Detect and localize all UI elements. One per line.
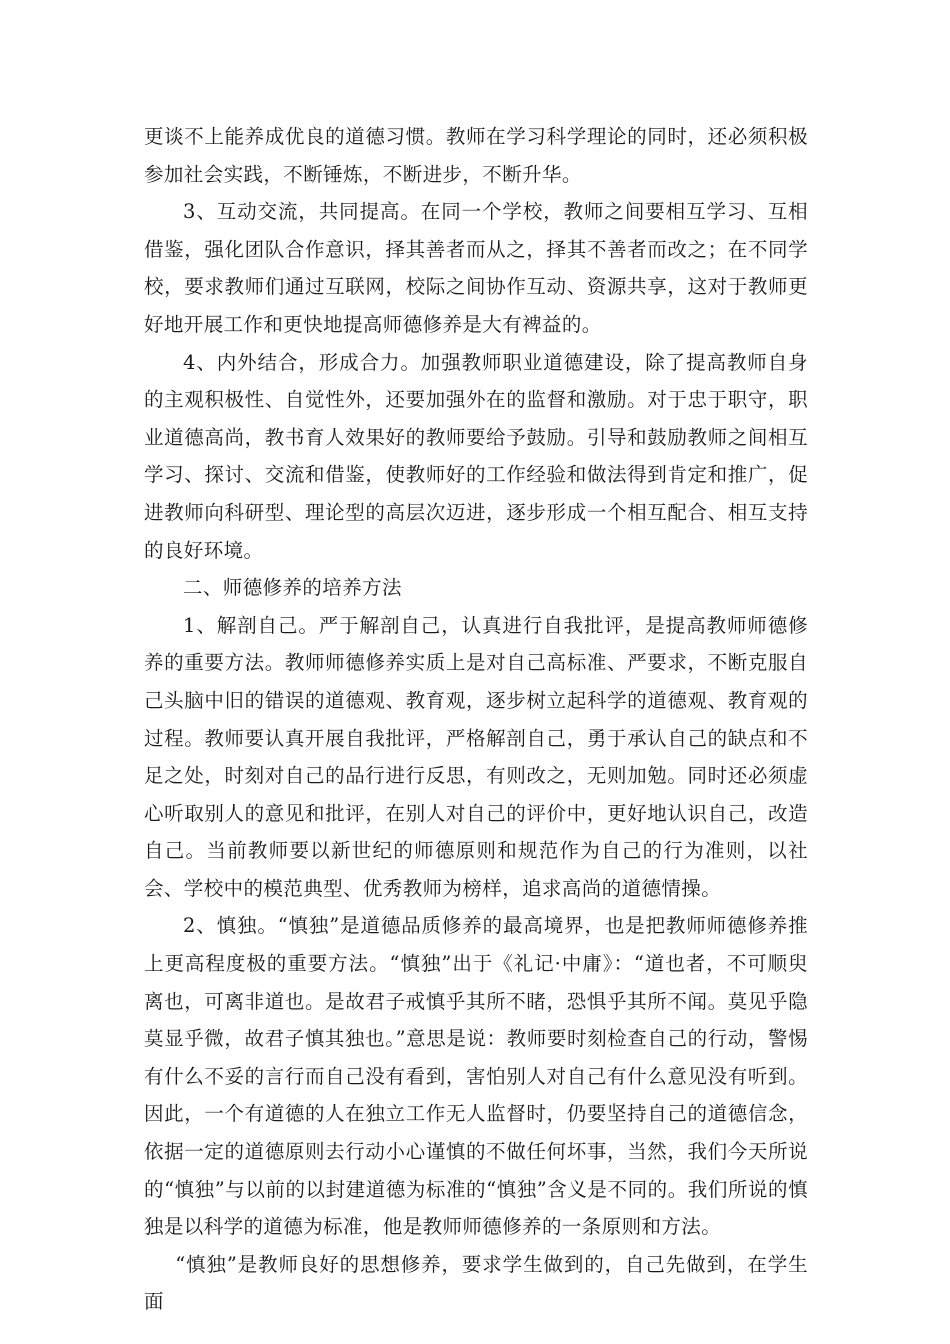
paragraph-self-analysis: 1、解剖自己。严于解剖自己，认真进行自我批评，是提高教师师德修养的重要方法。教师师德修养实质上是对自己高标准、严要求，不断克服自己头脑中旧的错误的道德观、教育观，逐步树立起科学的道德观、教育观的过程。教师要认真开展自我批评，严格解剖自己，勇于承认自己的缺点和不足之处，时刻对自己的品行进行反思，有则改之，无则加勉。同时还必须虚心听取别人的意见和批评，在别人对自己的评价中，更好地认识自己，改造自己。当前教师要以新世纪的师德原则和规范作为自己的行为准则，以社会、学校中的模范典型、优秀教师为榜样，追求高尚的道德情操。: [144, 613, 808, 900]
paragraph-shendu: 2、慎独。“慎独”是道德品质修养的最高境界，也是把教师师德修养推上更高程度极的重要方法。“慎独”出于《礼记·中庸》：“道也者，不可顺臾离也，可离非道也。是故君子戒慎乎其所不睹，恐惧乎其所不闻。莫见乎隐莫显乎微，故君子慎其独也。”意思是说：教师要时刻检查自己的行动，警惕有什么不妥的言行而自己没有看到，害怕别人对自己有什么意见没有听到。因此，一个有道德的人在独立工作无人监督时，仍要坚持自己的道德信念，依据一定的道德原则去行动小心谨慎的不做任何坏事，当然，我们今天所说的“慎独”与以前的以封建道德为标准的“慎独”含义是不同的。我们所说的慎独是以科学的道德为标准，他是教师师德修养的一条原则和方法。: [144, 914, 808, 1239]
paragraph-continuation: 更谈不上能养成优良的道德习惯。教师在学习科学理论的同时，还必须积极参加社会实践，不断锤炼，不断进步，不断升华。: [144, 125, 808, 186]
document-body: [144, 118, 808, 1321]
section-heading: 二、师德修养的培养方法: [183, 576, 402, 600]
paragraph-shendu-continued: “慎独”是教师良好的思想修养，要求学生做到的，自己先做到，在学生面: [144, 1252, 808, 1314]
paragraph-combination: 4、内外结合，形成合力。加强教师职业道德建设，除了提高教师自身的主观积极性、自觉性外，还要加强外在的监督和激励。对于忠于职守，职业道德高尚，教书育人效果好的教师要给予鼓励。引导和鼓励教师之间相互学习、探讨、交流和借鉴，使教师好的工作经验和做法得到肯定和推广，促进教师向科研型、理论型的高层次迈进，逐步形成一个相互配合、相互支持的良好环境。: [144, 350, 808, 562]
paragraph-interaction: 3、互动交流，共同提高。在同一个学校，教师之间要相互学习、互相借鉴，强化团队合作意识，择其善者而从之，择其不善者而改之；在不同学校，要求教师们通过互联网，校际之间协作互动、资源共享，这对于教师更好地开展工作和更快地提高师德修养是大有裨益的。: [144, 200, 808, 336]
